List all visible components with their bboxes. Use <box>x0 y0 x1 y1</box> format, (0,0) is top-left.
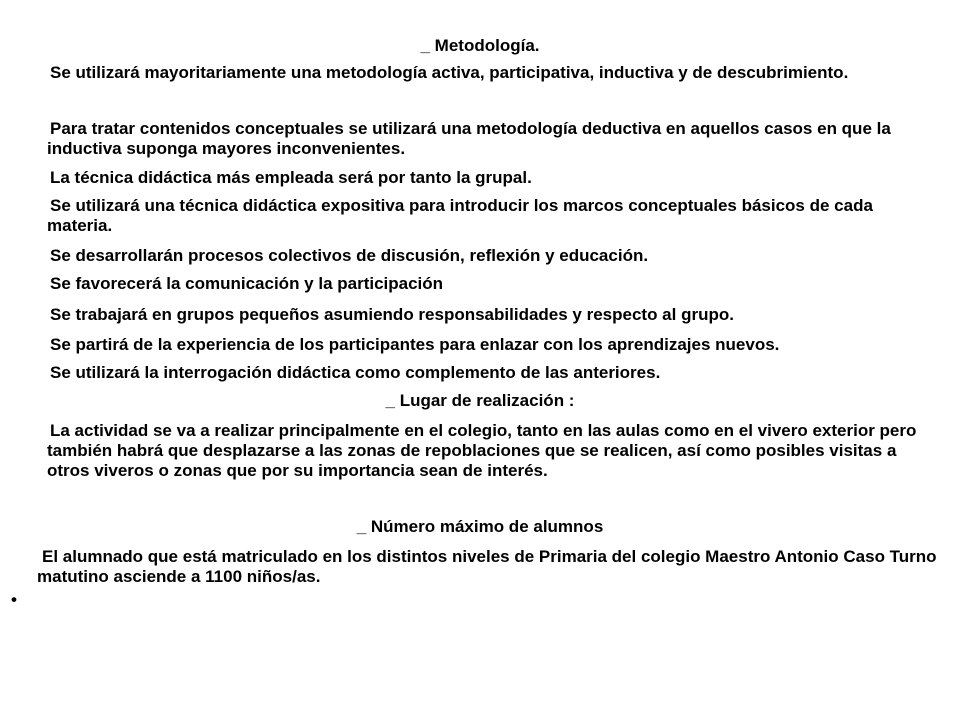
paragraph-alumnado: El alumnado que está matriculado en los distintos niveles de Primaria del colegio Maestro Antonio Caso Turno matutino asciende a 1100 niños/as. <box>37 547 937 586</box>
heading-metodologia: _ Metodología. <box>420 36 540 55</box>
paragraph-tecnica-grupal: La técnica didáctica más empleada será por tanto la grupal. <box>50 168 532 187</box>
heading-numero-alumnos: _ Número máximo de alumnos <box>356 517 604 536</box>
heading-lugar: _ Lugar de realización : <box>385 391 575 410</box>
empty-bullet: • <box>11 590 17 609</box>
paragraph-experiencia: Se partirá de la experiencia de los participantes para enlazar con los aprendizajes nuevos. <box>50 335 780 354</box>
paragraph-comunicacion: Se favorecerá la comunicación y la participación <box>50 274 444 293</box>
paragraph-tecnica-expositiva: Se utilizará una técnica didáctica expositiva para introducir los marcos conceptuales básicos de cada materia. <box>47 196 873 235</box>
paragraph-metodologia-activa: Se utilizará mayoritariamente una metodología activa, participativa, inductiva y de descubrimiento. <box>50 63 849 82</box>
paragraph-procesos-colectivos: Se desarrollarán procesos colectivos de discusión, reflexión y educación. <box>50 246 649 265</box>
paragraph-contenidos-conceptuales: Para tratar contenidos conceptuales se utilizará una metodología deductiva en aquellos casos en que la inductiva suponga mayores inconvenientes. <box>47 119 891 158</box>
paragraph-interrogacion: Se utilizará la interrogación didáctica como complemento de las anteriores. <box>50 363 661 382</box>
paragraph-lugar-actividad: La actividad se va a realizar principalmente en el colegio, tanto en las aulas como en el vivero exterior pero también habrá que desplazarse a las zonas de repoblaciones que se realicen, así como posibles visitas a otros viveros o zonas que por su importancia sean de interés. <box>47 421 917 480</box>
paragraph-grupos-pequenos: Se trabajará en grupos pequeños asumiendo responsabilidades y respecto al grupo. <box>50 305 734 324</box>
